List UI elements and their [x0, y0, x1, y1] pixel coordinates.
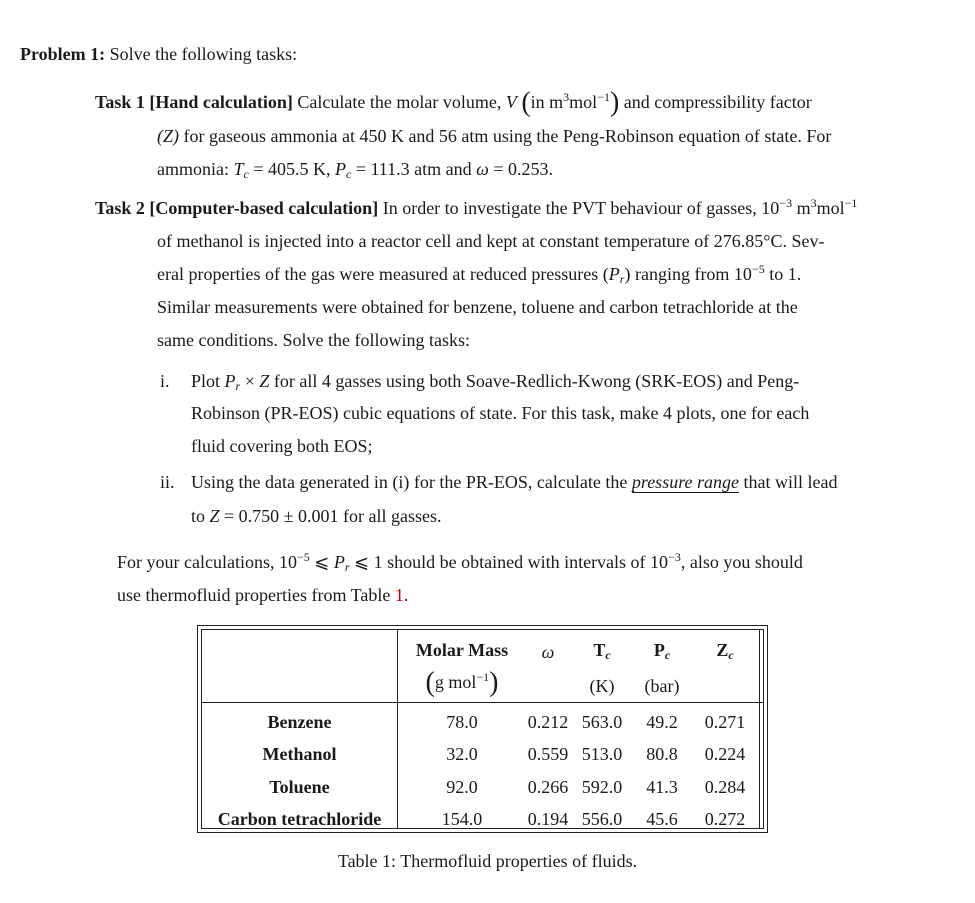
- pr-symbol: $P_r$: [224, 371, 241, 393]
- exp: −5: [751, 262, 765, 277]
- footer-line1: For your calculations, $10^{-5}$ ⩽ $P_r$ ⩽ 1 should be obtained with intervals of $10^{-3}$, also you should: [117, 550, 803, 574]
- omega-value: = 0.253.: [493, 159, 553, 179]
- row-molar-mass: 32.0: [446, 744, 478, 764]
- times-symbol: ×: [244, 371, 255, 391]
- tc-value: = 405.5 K,: [253, 159, 331, 179]
- row-tc: 513.0: [581, 744, 623, 764]
- row-omega: 0.194: [527, 809, 569, 829]
- task1-line1: [95, 87, 812, 118]
- row-pc: 41.3: [646, 777, 678, 797]
- exp: 3: [563, 90, 570, 105]
- row-name: Methanol: [262, 744, 337, 764]
- item-i-line2: Robinson (PR-EOS) cubic equations of state. For this task, make 4 plots, one for each: [191, 403, 810, 423]
- item-ii-line2: to Z = 0.750 ± 0.001 for all gasses.: [191, 506, 442, 526]
- row-omega: 0.212: [527, 712, 569, 732]
- task2-line2-text: of methanol is injected into a reactor cell and kept at constant temperature of 276.85°C. Sev-: [157, 231, 825, 251]
- row-zc: 0.284: [704, 777, 746, 797]
- row-name: Benzene: [267, 712, 332, 732]
- exp: −1: [597, 90, 610, 105]
- task2-unit-mid: mol: [816, 198, 845, 218]
- row-tc: 563.0: [581, 712, 623, 732]
- row-omega: 0.266: [527, 777, 569, 797]
- row-tc: 592.0: [581, 777, 623, 797]
- problem-label: Problem 1:: [20, 44, 106, 64]
- item-i-line3: fluid covering both EOS;: [191, 436, 373, 456]
- row-molar-mass: 78.0: [446, 712, 478, 732]
- z-symbol: Z: [259, 371, 270, 391]
- pr-symbol: $P_r$: [333, 552, 350, 574]
- omega-symbol: ω: [476, 159, 489, 179]
- header-tc: $T_c$: [593, 640, 611, 662]
- table-inner-border: [201, 629, 764, 829]
- task2-line3: [157, 262, 801, 286]
- header-omega: ω: [541, 642, 555, 662]
- header-pc-unit: (bar): [644, 676, 680, 696]
- column-separator: [759, 630, 760, 828]
- item-ii-number: ii.: [160, 472, 175, 492]
- task2-line5: [157, 328, 470, 352]
- task1-tag: [Hand calculation]: [149, 92, 293, 112]
- task1-var-v: V: [505, 92, 517, 112]
- task2-line3-a: eral properties of the gas were measured at reduced pressures (: [157, 264, 609, 284]
- header-molar-mass-unit: (g mol$^{-1}$): [425, 667, 499, 698]
- exp: −3: [668, 550, 681, 565]
- row-pc: 49.2: [646, 712, 678, 732]
- thermofluid-table: [197, 625, 768, 833]
- task2-line3-c: to 1.: [769, 264, 802, 284]
- header-tc-unit: (K): [589, 676, 615, 696]
- task1-line3-prefix: ammonia:: [157, 159, 229, 179]
- pc-symbol: $P_c$: [334, 159, 352, 181]
- header-zc: $Z_c$: [716, 640, 734, 662]
- paren-close: ): [609, 87, 620, 118]
- table-caption: Table 1: Thermofluid properties of fluids.: [337, 851, 638, 871]
- task1-text: Calculate the molar volume,: [297, 92, 502, 112]
- task1-label: Task 1: [95, 92, 145, 112]
- row-pc: 80.8: [646, 744, 678, 764]
- row-zc: 0.224: [704, 744, 746, 764]
- row-pc: 45.6: [646, 809, 678, 829]
- row-tc: 556.0: [581, 809, 623, 829]
- problem-heading: [20, 42, 297, 66]
- task2-tag: [Computer-based calculation]: [149, 198, 379, 218]
- item-i-plot: Plot: [191, 371, 221, 391]
- item-ii-line1: Using the data generated in (i) for the PR-EOS, calculate the pressure range that will lead: [191, 472, 838, 492]
- task2-label: Task 2: [95, 198, 145, 218]
- exp: −3: [779, 196, 793, 211]
- table-reference-link[interactable]: 1: [394, 585, 404, 605]
- pressure-range-emphasis: pressure range: [631, 472, 740, 492]
- footer-line2: use thermofluid properties from Table 1.: [117, 585, 409, 605]
- task2-line3-b: ) ranging from 10: [624, 264, 752, 284]
- task1-line3: [157, 157, 553, 181]
- task2-unit: m: [796, 198, 811, 218]
- exp: 3: [810, 196, 817, 211]
- header-molar-mass: Molar Mass: [415, 640, 509, 660]
- exp: −1: [844, 196, 858, 211]
- row-name: Toluene: [269, 777, 330, 797]
- exp: −5: [296, 550, 310, 565]
- task1-line2: [157, 124, 831, 148]
- problem-intro: Solve the following tasks:: [109, 44, 298, 64]
- pc-value: = 111.3 atm and: [355, 159, 472, 179]
- row-zc: 0.272: [704, 809, 746, 829]
- item-i-line1: [191, 369, 799, 393]
- task1-unit-mid: mol: [569, 92, 598, 112]
- row-molar-mass: 154.0: [441, 809, 483, 829]
- task2-line5-text: same conditions. Solve the following tasks:: [157, 330, 470, 350]
- header-separator: [202, 702, 763, 703]
- task2-line2: [157, 229, 824, 253]
- z-symbol: Z: [209, 506, 220, 526]
- row-zc: 0.271: [704, 712, 746, 732]
- task1-var-z: (Z): [157, 126, 179, 146]
- item-i-number: i.: [160, 371, 170, 391]
- task2-line1-text: In order to investigate the PVT behaviour of gasses, 10: [382, 198, 780, 218]
- row-name: Carbon tetrachloride: [217, 809, 382, 829]
- item-i-rest: for all 4 gasses using both Soave-Redlich-Kwong (SRK-EOS) and Peng-: [273, 371, 800, 391]
- task1-unit-prefix: in m: [530, 92, 564, 112]
- paren-open: (: [521, 87, 531, 118]
- task2-line4: [157, 295, 798, 319]
- task1-after: and compressibility factor: [623, 92, 812, 112]
- tc-symbol: $T_c$: [233, 159, 249, 181]
- header-pc: $P_c$: [653, 640, 671, 662]
- task2-line1: [95, 196, 857, 220]
- row-omega: 0.559: [527, 744, 569, 764]
- column-separator: [397, 630, 398, 828]
- pr-symbol: $P_r$: [608, 264, 625, 286]
- task1-line2-text: for gaseous ammonia at 450 K and 56 atm using the Peng-Robinson equation of state. For: [183, 126, 832, 146]
- task2-line4-text: Similar measurements were obtained for benzene, toluene and carbon tetrachloride at the: [157, 297, 798, 317]
- row-molar-mass: 92.0: [446, 777, 478, 797]
